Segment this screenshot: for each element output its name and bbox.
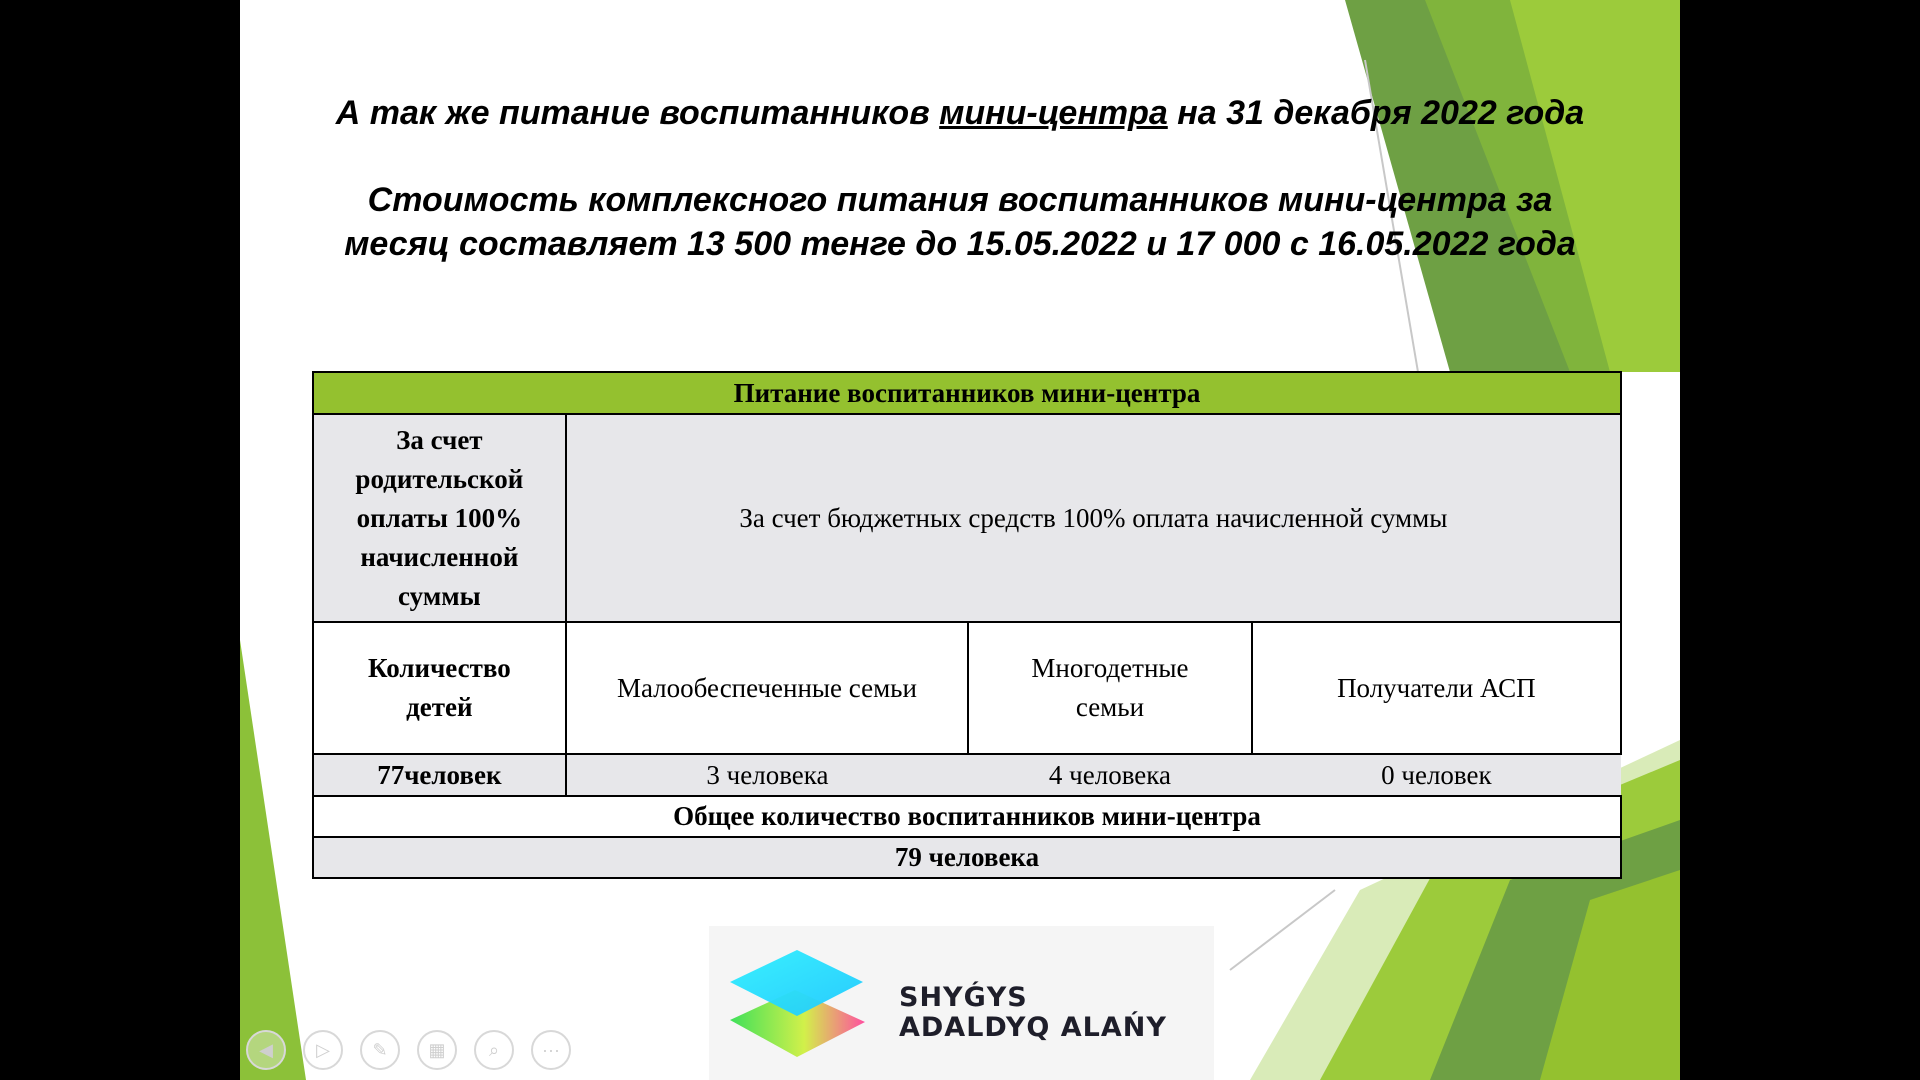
children-count-line: Количество bbox=[367, 653, 511, 683]
children-count-value: 77человек bbox=[313, 754, 566, 796]
slides-grid-icon: ▦ bbox=[428, 1039, 446, 1060]
heading1-underlined: мини-центра bbox=[939, 94, 1168, 132]
heading2-line2: месяц составляет 13 500 тенге до 15.05.2022 и 17 000 с 16.05.2022 года bbox=[344, 225, 1576, 263]
previous-slide-icon: ◀ bbox=[259, 1039, 273, 1060]
large-families-line: Многодетные bbox=[1031, 653, 1189, 683]
heading2-line1: Стоимость комплексного питания воспитанников мини-центра за bbox=[367, 181, 1553, 219]
total-value: 79 человека bbox=[313, 837, 1621, 878]
low-income-cell: Малообеспеченные семьи bbox=[566, 622, 968, 754]
table-header: Питание воспитанников мини-центра bbox=[313, 372, 1621, 414]
pen-icon: ✎ bbox=[372, 1039, 388, 1060]
slides-grid-button[interactable] bbox=[417, 1030, 457, 1070]
slide bbox=[240, 0, 1680, 1080]
parent-payment-cell bbox=[313, 414, 566, 622]
asp-recipients-cell: Получатели АСП bbox=[1252, 622, 1621, 754]
logo-text-line1: SHYǴYS bbox=[899, 982, 1028, 1013]
parent-payment-line: суммы bbox=[398, 580, 481, 611]
parent-payment-line: начисленной bbox=[360, 541, 519, 572]
logo bbox=[709, 926, 1214, 1080]
feeding-table bbox=[312, 371, 1622, 879]
large-families-cell bbox=[968, 622, 1252, 754]
previous-slide-button[interactable] bbox=[246, 1030, 286, 1070]
low-income-value: 3 человека bbox=[566, 754, 968, 796]
total-label: Общее количество воспитанников мини-центра bbox=[313, 796, 1621, 837]
parent-payment-line: За счет bbox=[396, 424, 483, 455]
asp-value: 0 человек bbox=[1252, 754, 1621, 796]
logo-mark-icon bbox=[725, 942, 885, 1067]
pen-button[interactable] bbox=[360, 1030, 400, 1070]
heading-meal-cost bbox=[240, 178, 1680, 266]
next-slide-icon: ▷ bbox=[316, 1039, 330, 1060]
children-count-line: детей bbox=[406, 692, 473, 722]
zoom-button[interactable] bbox=[474, 1030, 514, 1070]
children-count-cell bbox=[313, 622, 566, 754]
next-slide-button[interactable] bbox=[303, 1030, 343, 1070]
large-families-line: семьи bbox=[1075, 692, 1145, 722]
parent-payment-line: родительской bbox=[355, 463, 524, 494]
more-options-button[interactable] bbox=[531, 1030, 571, 1070]
more-options-icon: ··· bbox=[542, 1039, 560, 1060]
heading1-before: А так же питание воспитанников bbox=[335, 94, 940, 132]
zoom-icon: ⌕ bbox=[488, 1039, 500, 1060]
parent-payment-line: оплаты 100% bbox=[356, 502, 523, 533]
logo-text-line2: ADALDYQ ALAŃY bbox=[899, 1012, 1167, 1043]
heading1-after: на 31 декабря 2022 года bbox=[1167, 94, 1585, 132]
budget-payment-cell: За счет бюджетных средств 100% оплата начисленной суммы bbox=[566, 414, 1621, 622]
large-families-value: 4 человека bbox=[968, 754, 1252, 796]
heading-feeding-date bbox=[240, 91, 1680, 135]
